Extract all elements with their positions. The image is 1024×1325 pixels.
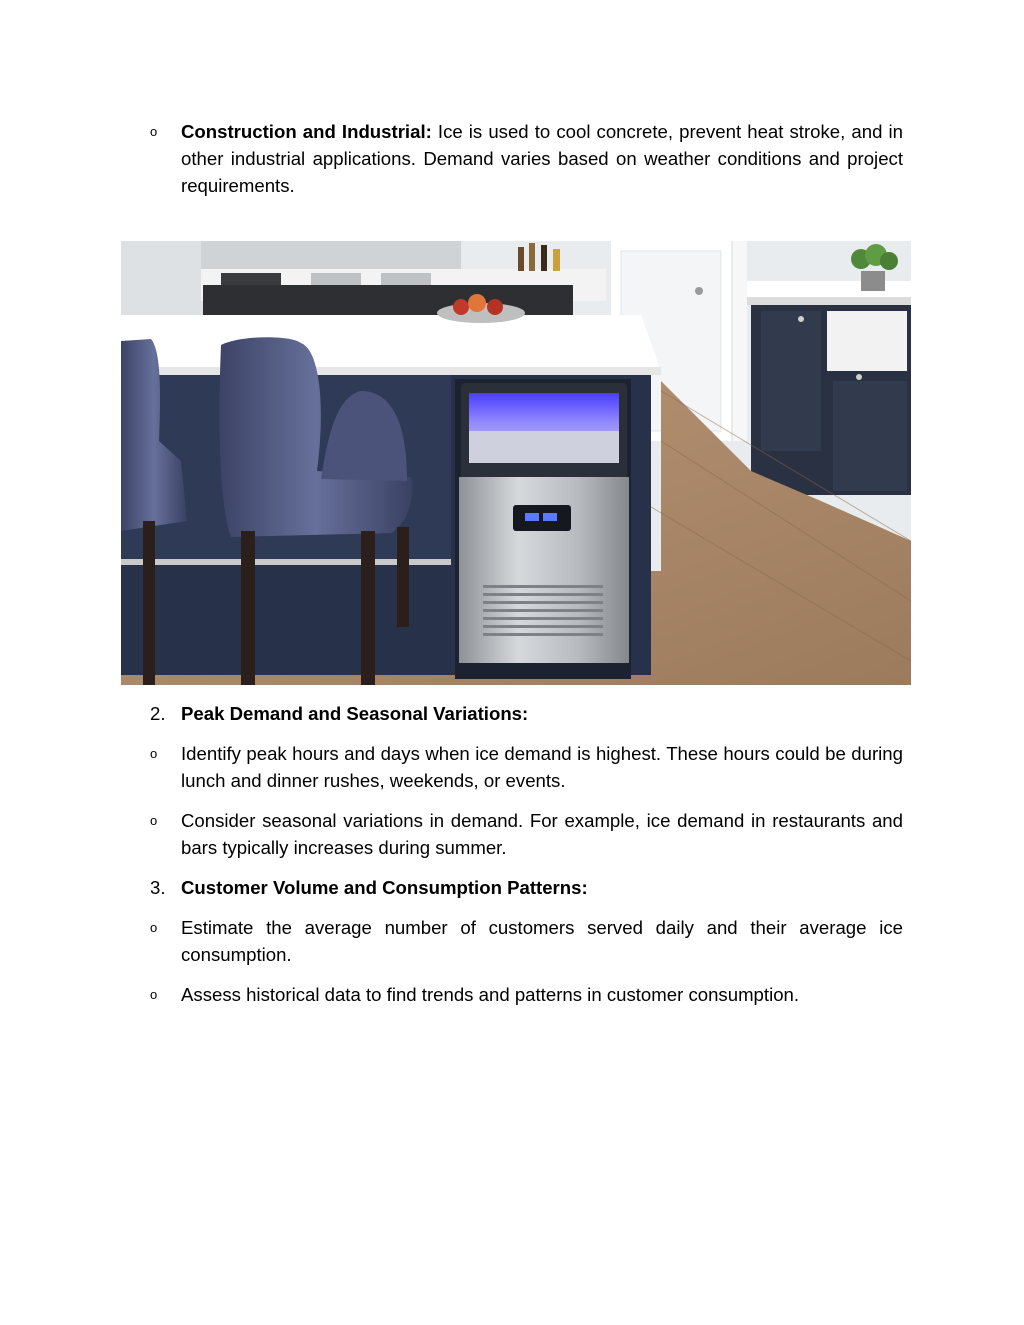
bullet-marker: o — [150, 124, 158, 139]
bullet-marker: o — [150, 920, 158, 935]
customer-volume-heading: Customer Volume and Consumption Patterns: — [181, 877, 588, 898]
historical-data-paragraph: Assess historical data to find trends and patterns in customer consumption. — [181, 984, 800, 1005]
bullet-marker: o — [150, 987, 158, 1002]
list-number-2: 2. — [150, 703, 166, 724]
construction-industrial-label: Construction and Industrial: — [181, 121, 432, 142]
bullet-marker: o — [150, 746, 158, 761]
construction-industrial-paragraph — [181, 118, 903, 199]
peak-hours-paragraph: Identify peak hours and days when ice demand is highest. These hours could be during lunch and dinner rushes, weekends, or events. — [181, 743, 903, 791]
bullet-marker: o — [150, 813, 158, 828]
ice-machine-kitchen-photo — [121, 241, 911, 685]
construction-industrial-text: Ice is used to cool concrete, prevent heat stroke, and in other industrial applications. Demand varies based on weather conditions and project requirements. — [181, 121, 903, 196]
seasonal-variations-paragraph: Consider seasonal variations in demand. For example, ice demand in restaurants and bars typically increases during summer. — [181, 810, 903, 858]
peak-demand-heading: Peak Demand and Seasonal Variations: — [181, 703, 529, 724]
list-number-3: 3. — [150, 877, 166, 898]
average-customers-paragraph: Estimate the average number of customers served daily and their average ice consumption. — [181, 917, 903, 965]
